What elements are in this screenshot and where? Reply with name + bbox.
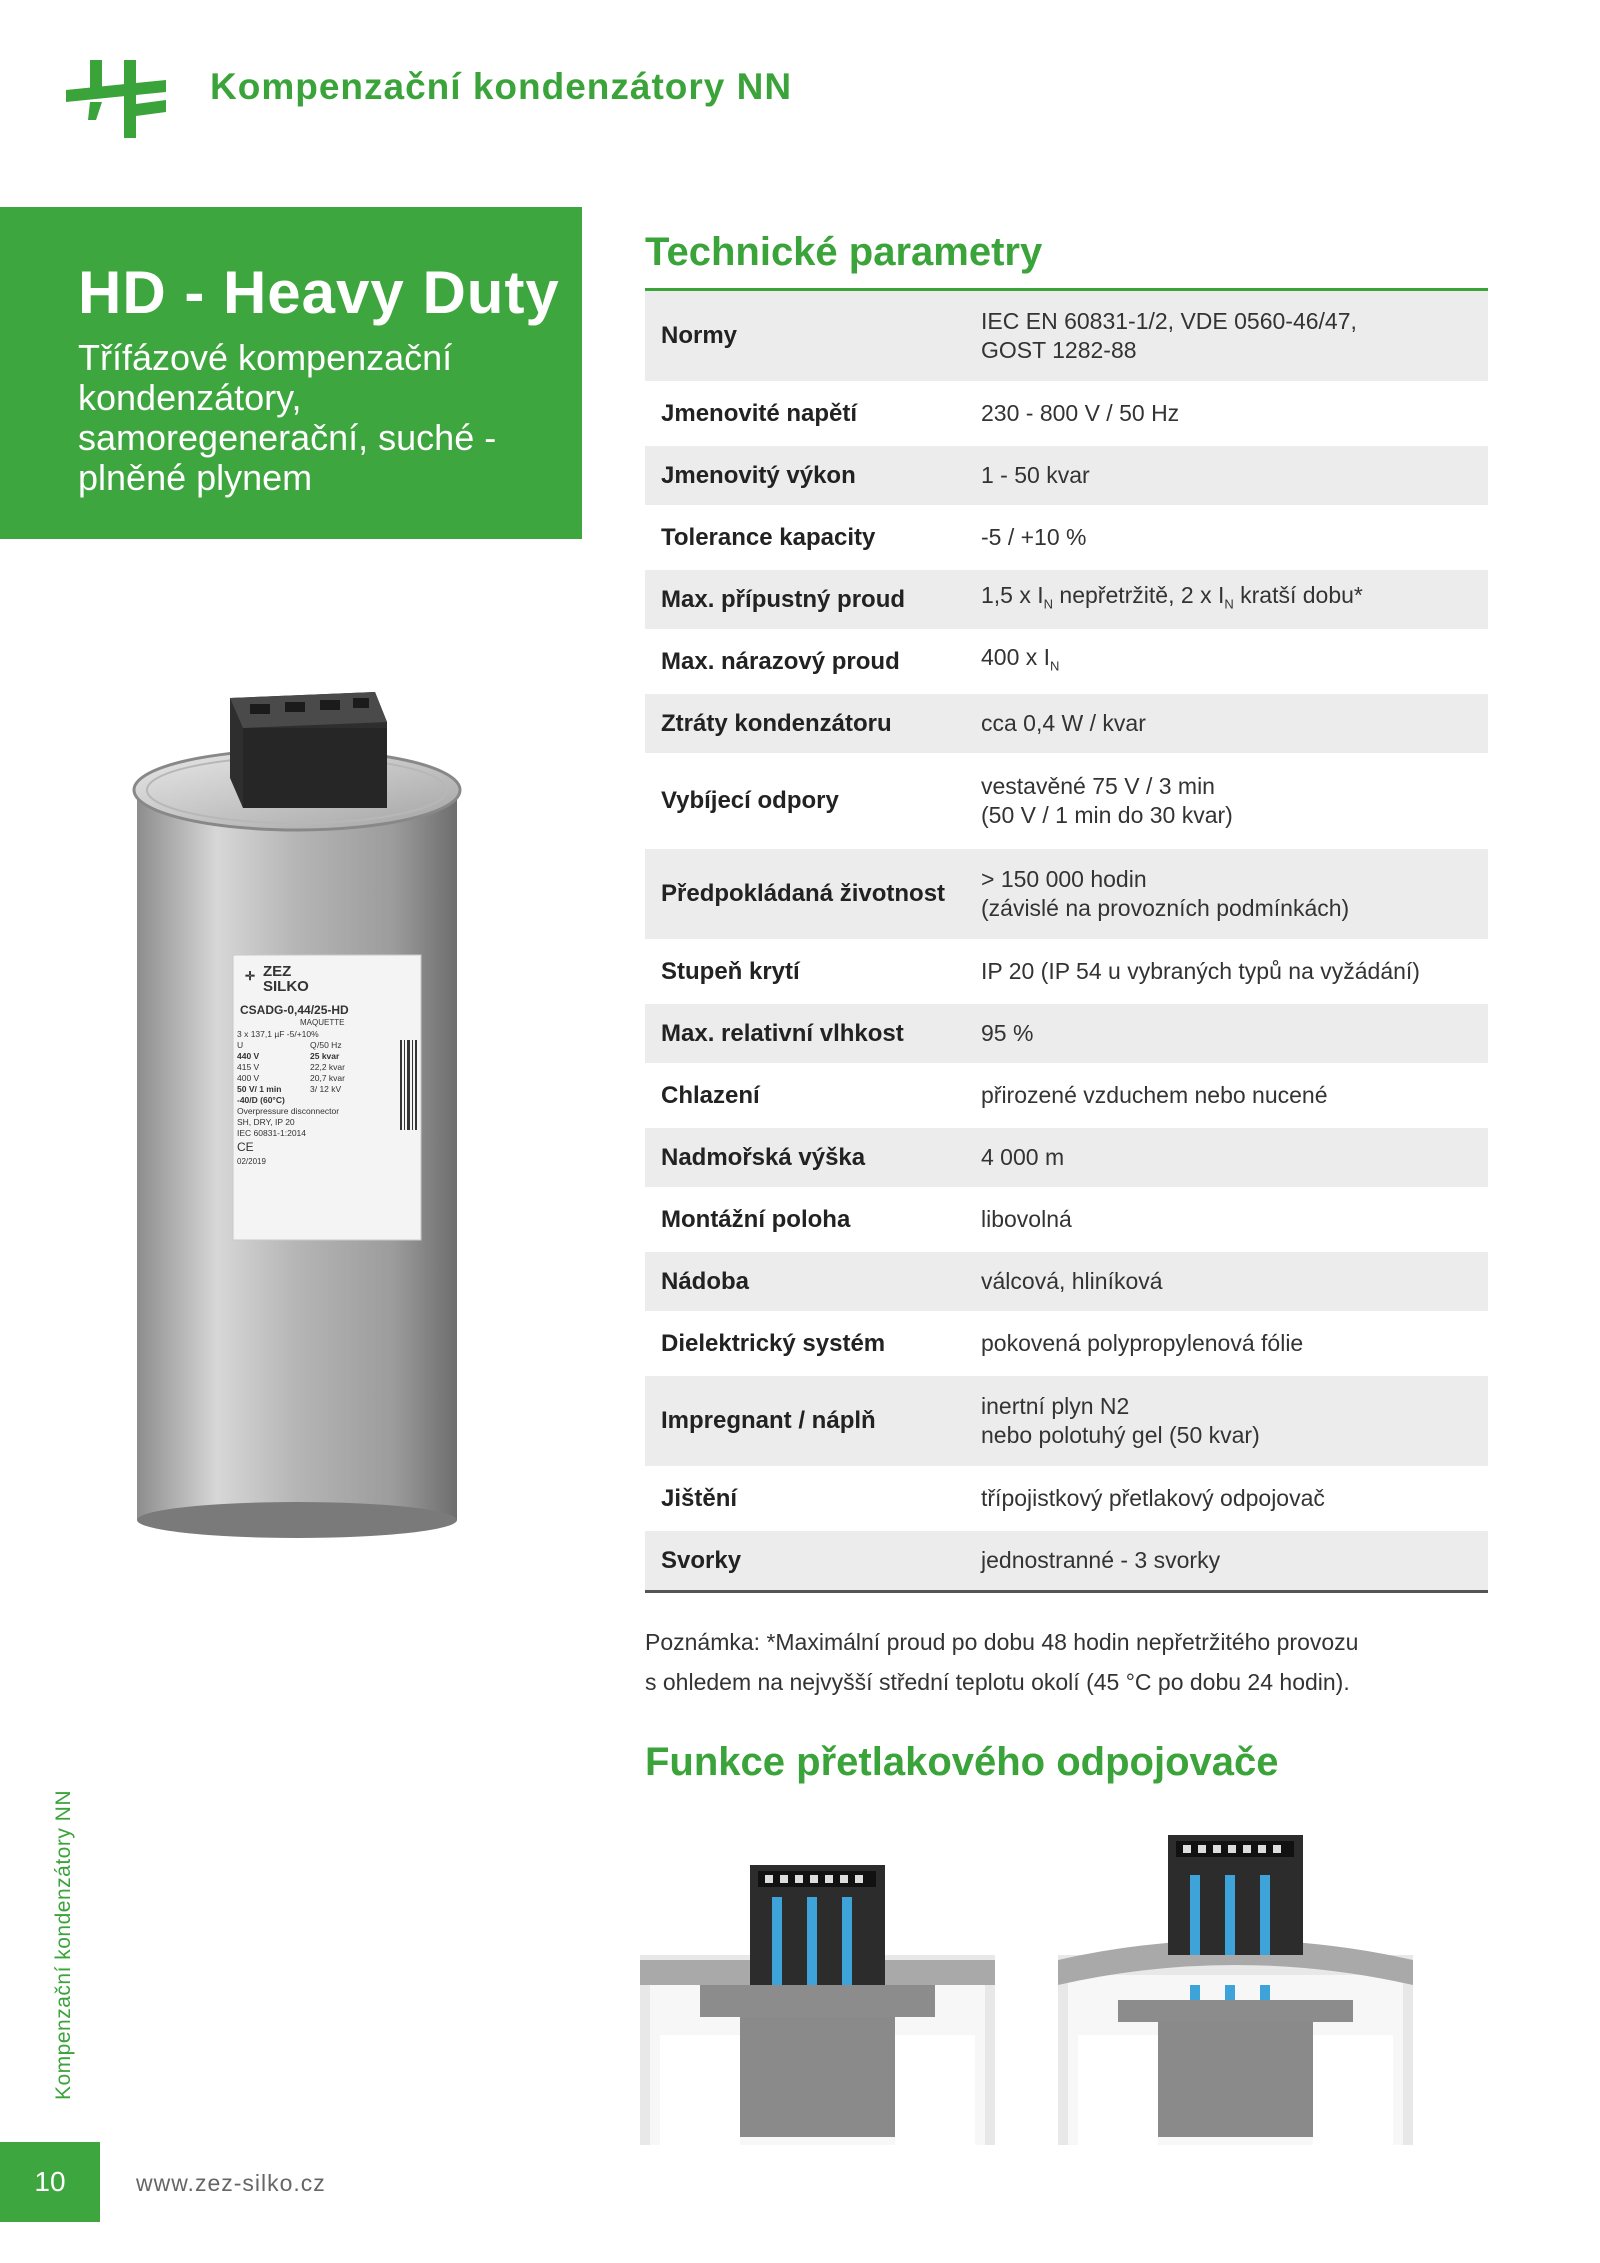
param-label: Předpokládaná životnost [661,880,946,907]
tech-params-table [645,291,1488,1593]
footnote-line-2: s ohledem na nejvyšší střední teplotu okolí (45 °C po dobu 24 hodin). [645,1669,1350,1695]
label-maquette: MAQUETTE [300,1018,345,1027]
table-row [645,1376,1488,1469]
disconnector-function-title: Funkce přetlakového odpojovače [645,1740,1279,1784]
table-row [645,1314,1488,1376]
table-row [645,446,1488,508]
disconnector-diagram-triggered [1058,1835,1413,2145]
param-value-surge-current: 400 x $I_N$ [981,643,1060,674]
table-row [645,1531,1488,1593]
param-value: IEC EN 60831-1/2, VDE 0560-46/47, GOST 1282-88 [981,308,1357,363]
disconnector-diagram-normal [640,1835,995,2145]
svg-text:3/ 12 kV: 3/ 12 kV [310,1084,342,1094]
footnote-line-1: Poznámka: *Maximální proud po dobu 48 hodin nepřetržitého provozu [645,1629,1359,1655]
company-logo-icon [66,60,166,138]
table-row [645,1066,1488,1128]
table-row [645,942,1488,1004]
table-row [645,1128,1488,1190]
param-label: Jištění [661,1484,738,1512]
svg-text:✛: ✛ [245,969,256,983]
label-brand-1: ZEZ [263,963,292,980]
svg-text:IEC 60831-1:2014: IEC 60831-1:2014 [237,1128,306,1138]
param-value: třípojistkový přetlakový odpojovač [981,1485,1325,1511]
param-label: Stupeň krytí [661,957,800,985]
svg-text:22,2 kvar: 22,2 kvar [310,1062,345,1072]
param-value: libovolná [981,1206,1072,1232]
param-value: > 150 000 hodin (závislé na provozních podmínkách) [981,866,1350,921]
table-row [645,570,1488,632]
param-value: IP 20 (IP 54 u vybraných typů na vyžádání) [981,958,1420,984]
param-label: Max. přípustný proud [661,585,906,613]
table-row [645,694,1488,756]
table-row [645,756,1488,849]
svg-text:3 x 137,1 µF -5/+10%: 3 x 137,1 µF -5/+10% [237,1029,319,1039]
param-label: Max. nárazový proud [661,647,900,675]
param-value: 1 - 50 kvar [981,462,1090,488]
svg-text:SH, DRY, IP 20: SH, DRY, IP 20 [237,1117,295,1127]
param-label: Dielektrický systém [661,1329,886,1357]
svg-text:U: U [237,1040,244,1050]
svg-text:440 V: 440 V [237,1051,260,1061]
table-row [645,1469,1488,1531]
table-row [645,291,1488,384]
param-label: Tolerance kapacity [661,523,876,551]
sidebar-vertical-text: Kompenzační kondenzátory NN [52,1790,75,2100]
svg-text:/50 Hz: /50 Hz [317,1040,342,1050]
param-label: Vybíjecí odpory [661,787,839,814]
svg-text:Overpressure disconnector: Overpressure disconnector [237,1106,340,1116]
footnote [645,1622,1465,1702]
table-row [645,632,1488,694]
svg-text:20,7 kvar: 20,7 kvar [310,1073,345,1083]
table-row [645,1190,1488,1252]
param-label: Ztráty kondenzátoru [661,709,892,737]
tech-params-title: Technické parametry [645,230,1043,274]
param-value: inertní plyn N2 nebo polotuhý gel (50 kvar) [981,1393,1260,1448]
param-value: 4 000 m [981,1144,1065,1170]
svg-text:02/2019: 02/2019 [237,1157,266,1166]
capacitor-product-image [125,680,465,1550]
param-label: Svorky [661,1546,742,1574]
param-label: Max. relativní vlhkost [661,1019,904,1047]
param-value: 95 % [981,1020,1034,1046]
param-value: vestavěné 75 V / 3 min (50 V / 1 min do 30 kvar) [981,773,1233,828]
param-label: Jmenovité napětí [661,399,858,427]
param-label: Normy [661,322,738,349]
param-value: přirozené vzduchem nebo nucené [981,1082,1328,1108]
svg-text:50 V/ 1 min: 50 V/ 1 min [237,1084,282,1094]
param-label: Chlazení [661,1081,760,1109]
svg-text:-40/D (60°C): -40/D (60°C) [237,1095,285,1105]
footer-url: www.zez-silko.cz [136,2170,326,2196]
svg-text:25 kvar: 25 kvar [310,1051,340,1061]
svg-text:CE: CE [237,1140,254,1154]
param-label: Nadmořská výška [661,1143,866,1171]
param-value: jednostranné - 3 svorky [981,1547,1221,1573]
param-label: Nádoba [661,1267,750,1295]
table-row [645,508,1488,570]
label-model: CSADG-0,44/25-HD [240,1003,349,1017]
table-row [645,384,1488,446]
param-value: -5 / +10 % [981,524,1087,550]
param-value: pokovená polypropylenová fólie [981,1330,1304,1356]
param-label: Jmenovitý výkon [661,461,856,489]
table-row [645,1004,1488,1066]
header-title: Kompenzační kondenzátory NN [210,66,793,107]
table-row [645,849,1488,942]
svg-text:Q: Q [310,1040,317,1050]
param-value-max-current: 1,5 x $I_N$ nepřetržitě, 2 x $I_N$ kratší dobu* [981,581,1363,612]
param-label: Impregnant / náplň [661,1407,876,1434]
param-value: válcová, hliníková [981,1268,1163,1294]
hero-subtitle: Třífázové kompenzační kondenzátory, samoregenerační, suché - plněné plynem [78,337,497,498]
svg-text:415 V: 415 V [237,1062,260,1072]
svg-text:400 V: 400 V [237,1073,260,1083]
page-number: 10 [34,2166,66,2197]
param-label: Montážní poloha [661,1205,851,1233]
param-value: 230 - 800 V / 50 Hz [981,400,1180,426]
table-row [645,1252,1488,1314]
hero-title: HD - Heavy Duty [78,259,560,326]
param-value: cca 0,4 W / kvar [981,710,1146,736]
label-brand-2: SILKO [263,978,309,995]
